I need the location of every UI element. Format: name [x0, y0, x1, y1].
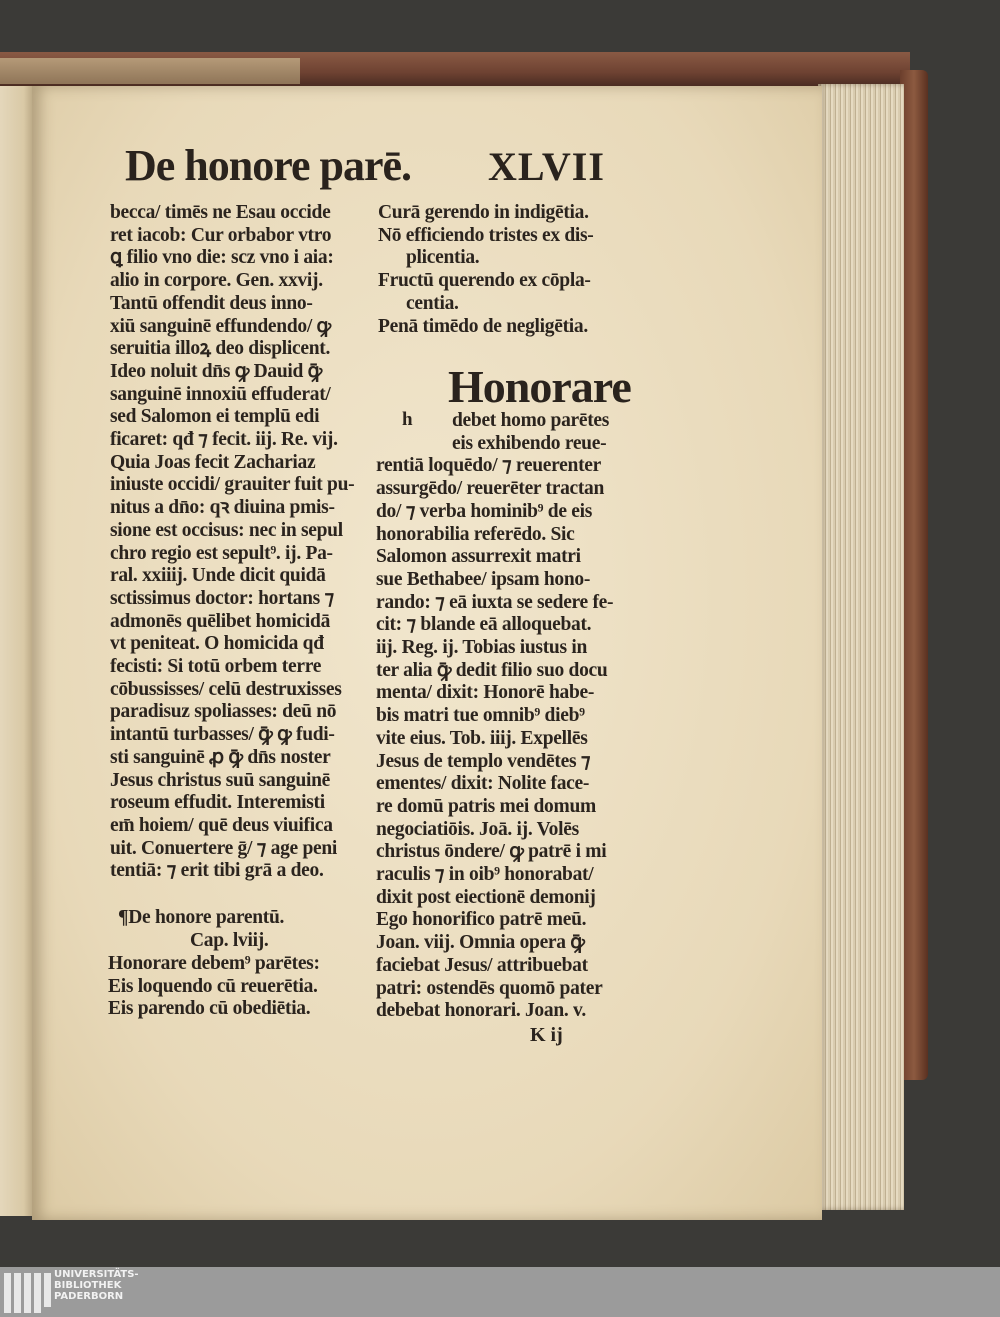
text-line: admonēs quēlibet homicidā: [110, 610, 331, 632]
text-line: sue Bethabee/ ipsam hono-: [376, 568, 591, 590]
text-line: sanguinē innoxiū effuderat/: [110, 383, 331, 405]
text-line: christus ōndere/ ꝙ patrē i mi: [376, 841, 607, 863]
library-logo-text: [54, 1269, 139, 1302]
logo-line: UNIVERSITÄTS-: [54, 1269, 139, 1280]
text-line: centia.: [406, 292, 459, 314]
text-line: Ego honorifico patrē meū.: [376, 909, 587, 931]
text-line: honorabilia referēdo. Sic: [376, 523, 575, 545]
text-line: tentiā: ⁊ erit tibi grā a deo.: [110, 860, 324, 882]
signature-mark: K ij: [530, 1024, 563, 1046]
text-line: becca/ timēs ne Esau occide: [110, 202, 331, 223]
text-line: ementes/ dixit: Nolite face-: [376, 773, 590, 795]
text-line: em̄ hoiem/ quē deus viuifica: [110, 814, 333, 836]
text-line: Jesus de templo vendētes ⁊: [376, 750, 591, 772]
library-footer: [0, 1267, 1000, 1317]
text-line: faciebat Jesus/ attribuebat: [376, 954, 588, 976]
text-line: eis exhibendo reue-: [452, 432, 607, 454]
text-line: plicentia.: [406, 247, 480, 269]
text-line: Salomon assurrexit matri: [376, 546, 581, 568]
text-line: patri: ostendēs quomō pater: [376, 977, 603, 999]
text-line: roseum effudit. Interemisti: [110, 792, 325, 814]
text-line: vt peniteat. O homicida qđ: [110, 633, 324, 655]
logo-line: PADERBORN: [54, 1291, 124, 1302]
section-initial-heading: Honorare: [448, 361, 631, 412]
text-line: nitus a dn̄o: qꝛ diuina pmis-: [110, 497, 335, 519]
text-line: iniuste occidi/ grauiter fuit pu-: [110, 474, 355, 496]
text-line: intantū turbasses/ ꝙ̄ ꝙ fudi-: [110, 724, 335, 746]
text-line: ꝗ filio vno die: scz vno i aia:: [110, 247, 334, 269]
text-line: rando: ⁊ eā iuxta se sedere fe-: [376, 591, 614, 613]
text-line: ficaret: qđ ⁊ fecit. iij. Re. vij.: [110, 429, 338, 450]
text-line: xiū sanguinē effundendo/ ꝙ: [110, 315, 331, 337]
chapter-number: Cap. lviij.: [190, 930, 269, 951]
text-line: sione est occisus: nec in sepul: [110, 519, 343, 541]
text-line: Nō efficiendo tristes ex dis-: [378, 224, 594, 246]
text-line: debebat honorari. Joan. v.: [376, 1000, 586, 1022]
text-line: assurgēdo/ reuerēter tractan: [376, 478, 605, 500]
text-line: bis matri tue omnib⁹ dieb⁹: [376, 705, 585, 727]
text-line: Tantū offendit deus inno-: [110, 292, 313, 314]
page-stack-edges: [818, 84, 904, 1210]
text-line: sed Salomon ei templū edi: [110, 406, 320, 428]
text-line: ral. xxiiij. Unde dicit quidā: [110, 565, 326, 587]
text-line: Ideo noluit dn̄s ꝙ Dauid ꝙ̄: [110, 360, 322, 382]
text-line: seruitia illoꝝ deo displicent.: [110, 338, 331, 360]
text-line: iij. Reg. ij. Tobias iustus in: [376, 637, 587, 658]
text-line: ter alia ꝙ̄ dedit filio suo docu: [376, 659, 608, 681]
text-line: menta/ dixit: Honorē habe-: [376, 682, 595, 704]
running-title: De honore parē.: [125, 141, 412, 190]
text-line: do/ ⁊ verba hominib⁹ de eis: [376, 500, 593, 522]
book-spine-strip: [0, 58, 300, 84]
left-page-edge: [0, 86, 34, 1216]
text-line: Fructū querendo ex cōpla-: [378, 270, 591, 292]
text-line: sctissimus doctor: hortans ⁊: [110, 587, 334, 609]
text-line: ret iacob: Cur orbabor vtro: [110, 224, 332, 246]
text-line: Quia Joas fecit Zachariaz: [110, 451, 316, 473]
text-line: uit. Conuertere ḡ/ ⁊ age peni: [110, 837, 338, 859]
text-line: alio in corpore. Gen. xxvij.: [110, 270, 323, 292]
text-line: re domū patris mei domum: [376, 795, 596, 817]
text-line: vite eius. Tob. iiij. Expellēs: [376, 727, 588, 749]
text-line: fecisti: Si totū orbem terre: [110, 656, 322, 677]
text-line: negociatiōis. Joā. ij. Volēs: [376, 818, 579, 840]
text-line: Eis parendo cū obediētia.: [108, 998, 311, 1020]
text-line: Eis loquendo cū reuerētia.: [108, 975, 318, 997]
folio-number: XLVII: [488, 144, 605, 189]
text-line: chro regio est sepult⁹. ij. Pa-: [110, 542, 333, 564]
logo-line: BIBLIOTHEK: [54, 1280, 122, 1291]
text-line: dixit post eiectionē demonij: [376, 886, 596, 908]
text-line: rentiā loquēdo/ ⁊ reuerenter: [376, 455, 601, 477]
chapter-heading: ¶De honore parentū.: [118, 907, 285, 928]
book-cover-edge: [900, 70, 928, 1080]
text-line: sti sanguinē ꝓ ꝙ̄ dn̄s noster: [110, 746, 331, 768]
text-line: Honorare debem⁹ parētes:: [108, 953, 320, 974]
text-line: cit: ⁊ blande eā alloquebat.: [376, 614, 592, 636]
text-line: paradisuz spoliasses: deū nō: [110, 701, 337, 723]
text-line: debet homo parētes: [452, 410, 610, 431]
text-line: cōbussisses/ celū destruxisses: [110, 678, 342, 700]
text-line: raculis ⁊ in oib⁹ honorabat/: [376, 864, 594, 885]
guide-letter: h: [402, 409, 413, 430]
text-line: Jesus christus suū sanguinē: [110, 769, 331, 791]
text-line: Penā timēdo de negligētia.: [378, 315, 588, 337]
text-line: Joan. viij. Omnia opera ꝙ̄: [376, 932, 585, 954]
text-line: Curā gerendo in indigētia.: [378, 202, 589, 223]
